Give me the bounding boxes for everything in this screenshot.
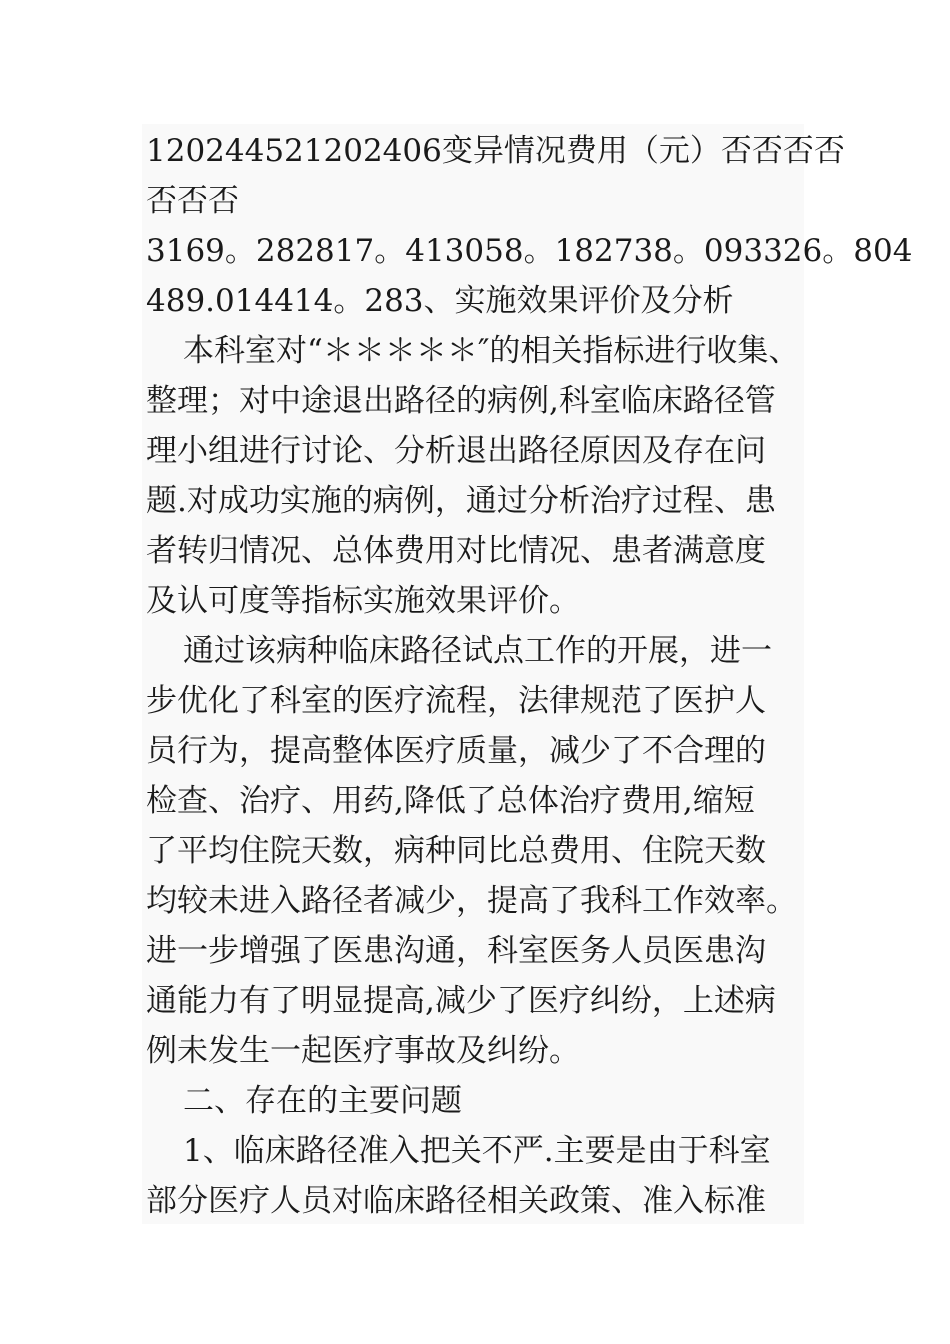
- text-line: 120244521202406变异情况费用（元）否否否否: [146, 133, 845, 169]
- text-line: 步优化了科室的医疗流程，法律规范了医护人: [146, 683, 766, 719]
- text-line: 489.014414。283、实施效果评价及分析: [146, 283, 734, 319]
- text-line: 3169。282817。413058。182738。093326。804: [146, 233, 913, 269]
- text-line: 检查、治疗、用药,降低了总体治疗费用,缩短: [146, 783, 755, 819]
- text-line: 了平均住院天数，病种同比总费用、住院天数: [146, 833, 766, 869]
- text-line: 通能力有了明显提高,减少了医疗纠纷，上述病: [146, 983, 776, 1019]
- section-heading: 二、存在的主要问题: [183, 1083, 462, 1119]
- text-line: 整理；对中途退出路径的病例,科室临床路径管: [146, 383, 776, 419]
- text-line: 及认可度等指标实施效果评价。: [146, 583, 580, 619]
- text-line: 题.对成功实施的病例，通过分析治疗过程、患: [146, 483, 776, 519]
- text-line: 部分医疗人员对临床路径相关政策、准入标准: [146, 1183, 766, 1219]
- paragraph-start-line: 本科室对“＊＊＊＊＊″的相关指标进行收集、: [183, 333, 800, 369]
- paragraph-start-line: 通过该病种临床路径试点工作的开展，进一: [183, 633, 772, 669]
- text-line: 进一步增强了医患沟通，科室医务人员医患沟: [146, 933, 766, 969]
- text-line: 例未发生一起医疗事故及纠纷。: [146, 1033, 580, 1069]
- paragraph-start-line: 1、临床路径准入把关不严.主要是由于科室: [183, 1133, 771, 1169]
- text-line: 者转归情况、总体费用对比情况、患者满意度: [146, 533, 766, 569]
- document-body: [146, 126, 913, 1226]
- text-line: 均较未进入路径者减少，提高了我科工作效率。: [146, 883, 797, 919]
- text-line: 理小组进行讨论、分析退出路径原因及存在问: [146, 433, 766, 469]
- text-line: 否否否: [146, 183, 239, 219]
- text-line: 员行为，提高整体医疗质量，减少了不合理的: [146, 733, 766, 769]
